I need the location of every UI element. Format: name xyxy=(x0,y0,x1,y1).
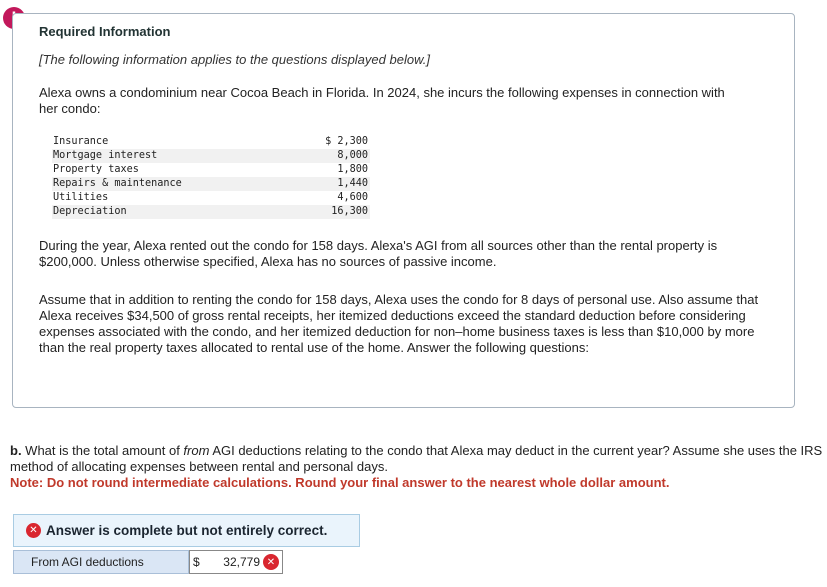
expense-amount: 1,800 xyxy=(287,163,370,177)
expense-label: Repairs & maintenance xyxy=(52,177,287,191)
question-emphasis: from xyxy=(183,443,210,458)
info-paragraph-1: During the year, Alexa rented out the condo for 158 days. Alexa's AGI from all sources other than the rental property is $200,000. Unless otherwise specified, Alexa has no sources of passive income. xyxy=(39,238,718,269)
question-text-before: What is the total amount of xyxy=(21,443,184,458)
answer-label: From AGI deductions xyxy=(13,550,189,574)
info-title: Required Information xyxy=(39,24,171,39)
table-row xyxy=(52,205,370,219)
table-row xyxy=(52,177,370,191)
table-row xyxy=(52,191,370,205)
table-row xyxy=(52,149,370,163)
expense-label: Mortgage interest xyxy=(52,149,287,163)
result-banner xyxy=(13,514,360,547)
question-text-after: AGI deductions relating to the condo that Alexa may deduct in the current year? Assume she uses the IRS method of allocating expenses between rental and personal days. xyxy=(10,443,823,474)
answer-value: 32,779 xyxy=(223,555,260,569)
answer-input[interactable] xyxy=(189,550,283,574)
expense-label: Utilities xyxy=(52,191,287,205)
info-intro: Alexa owns a condominium near Cocoa Beach in Florida. In 2024, she incurs the following expenses in connection with her condo: xyxy=(39,85,725,116)
expense-label: Property taxes xyxy=(52,163,287,177)
currency-symbol: $ xyxy=(193,555,200,569)
expense-amount: 1,440 xyxy=(287,177,370,191)
question-part: b. xyxy=(10,443,22,458)
x-circle-icon: ✕ xyxy=(26,523,41,538)
table-row xyxy=(52,163,370,177)
info-subtitle: [The following information applies to the questions displayed below.] xyxy=(39,52,430,67)
expense-amount: 4,600 xyxy=(287,191,370,205)
question-text xyxy=(10,443,825,475)
expense-label: Insurance xyxy=(52,135,287,149)
result-status-text: Answer is complete but not entirely correct. xyxy=(46,523,328,538)
expense-amount: 16,300 xyxy=(287,205,370,219)
expense-label: Depreciation xyxy=(52,205,287,219)
answer-row xyxy=(13,550,283,574)
expense-table xyxy=(52,135,370,219)
info-paragraph-2: Assume that in addition to renting the condo for 158 days, Alexa uses the condo for 8 days of personal use. Also assume that Alexa receives $34,500 of gross rental receipts, her itemized deductions exceed the standard deduction before considering expenses associated with the condo, and her itemized deduction for non–home business taxes is less than $10,000 by more than the real property taxes allocated to rental use of the home. Answer the following questions: xyxy=(39,292,759,355)
question-note: Note: Do not round intermediate calculations. Round your final answer to the nearest whole dollar amount. xyxy=(10,475,670,490)
table-row xyxy=(52,135,370,149)
expense-amount: $ 2,300 xyxy=(287,135,370,149)
expense-amount: 8,000 xyxy=(287,149,370,163)
x-circle-icon: ✕ xyxy=(263,554,279,570)
